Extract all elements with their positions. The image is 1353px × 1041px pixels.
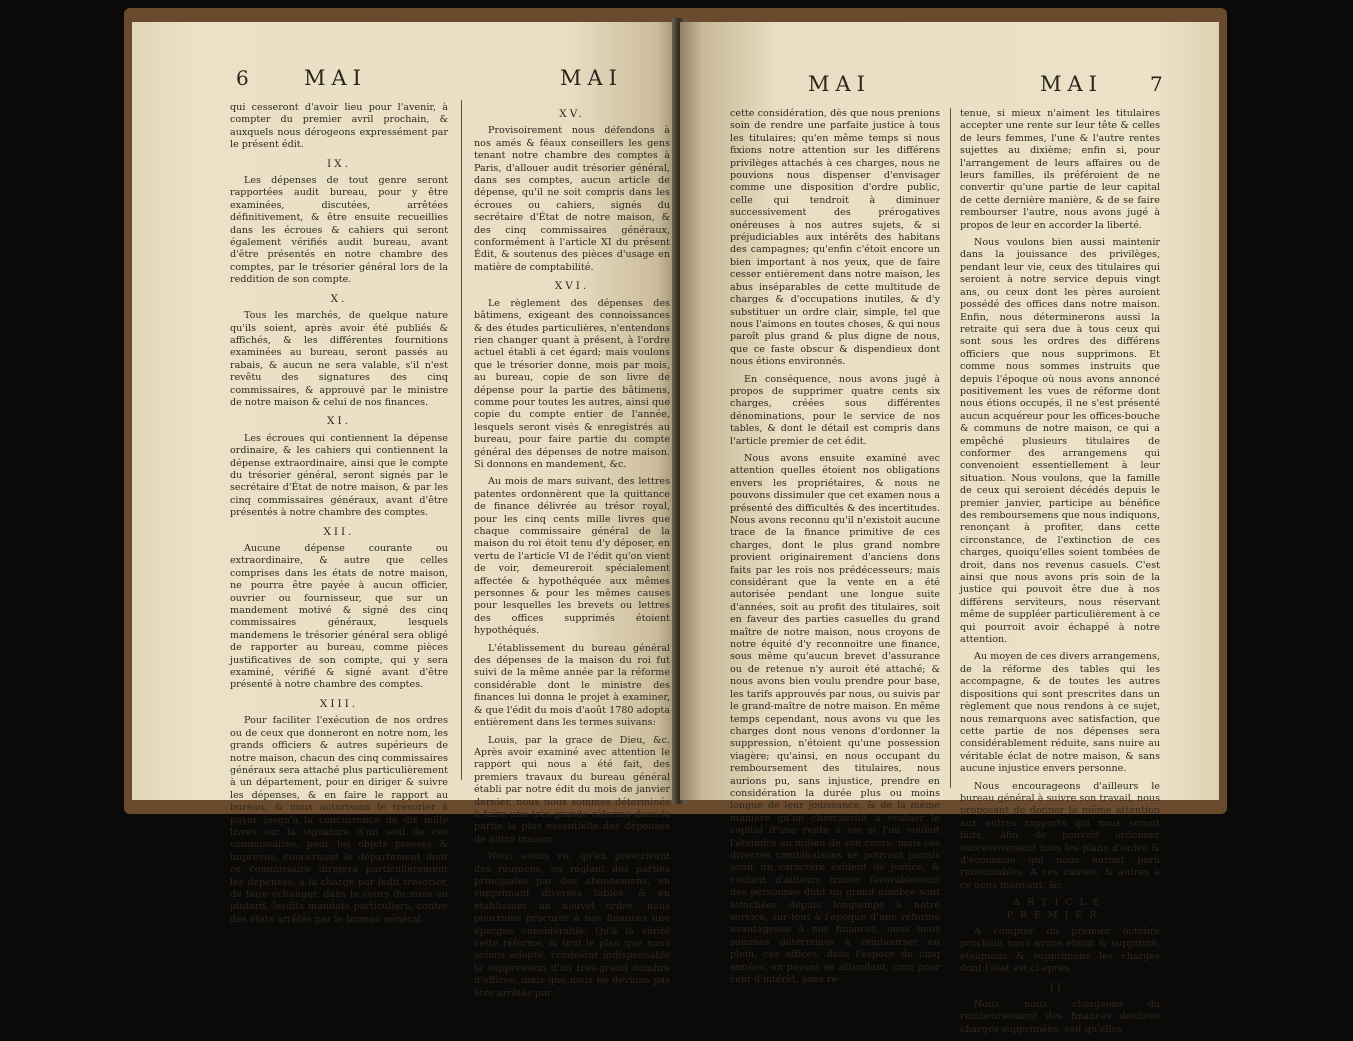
paragraph: Nous avons ensuite examiné avec attention quelles étoient nos obligations envers les propriétaires, & nous ne pouvons dissimuler que cet examen nous a présenté des difficultés & des incertitudes. Nous avons reconnu qu'il n'existoit aucune trace de la finance primitive de ces charges, dont le plus grand nombre provient originairement d'anciens dons faits par les rois nos prédécesseurs; mais considérant que la vente en a été autorisée pendant une longue suite d'années, soit au profit des titulaires, soit en faveur des parties casuelles du grand maître de notre maison, nous croyons de notre équité d'y reconnoitre une finance, sous même qu'aucun brevet d'assurance ou de retenue n'y auroit été attaché; & nous avons bien voulu prendre pour base, les tarifs approuvés par nous, ou suivis par le grand-maître de notre maison. En même temps cependant, nous avons vu que les charges dont nous venons d'ordonner la suppression, n'étoient qu'une possession viagère; qu'ainsi, en nous occupant du remboursement des titulaires, nous aurions pu, sans injustice, prendre en considération la durée plus ou moins longue de leur jouissance, & de la même manière qu'on chercheroit à évaluer le capital d'une rente à vie si l'on vouloit l'éteindre au milieu de son cours; mais ces diverses combinaisons ne pouvant jamais avoir un caractère évident de justice, & voulant d'ailleurs traiter favorablement des personnes dont un grand nombre sont attachées depuis longtemps à notre service, sur-tout à l'époque d'une réforme avantageuse à nos finances, nous nous sommes déterminés à rembourser en plein, ces offices, dans l'espace de cinq années, en payant en attendant, cinq pour cent d'intérêt, sans re- <box>730 452 940 986</box>
article-heading: ARTICLE PREMIER. <box>1006 897 1114 921</box>
section-number: XVI. <box>554 280 590 293</box>
paragraph: cette considération, dès que nous prenions soin de rendre une parfaite justice à tous les titulaires; qu'en même temps si nous fixions notre attention sur les différens privilèges attachés à ces charges, nous ne pouvions nous dispenser d'envisager comme une disposition d'ordre public, celle qui tendroit à diminuer successivement des prérogatives onéreuses à nos autres sujets, & si préjudiciables aux intérêts des habitans des campagnes; qu'enfin c'étoit encore un bien important à nos yeux, que de faire cesser entièrement dans notre maison, les abus inséparables de cette multitude de charges & d'occupations inutiles, & d'y substituer un ordre clair, simple, tel que nous l'aimons en toutes choses, & qui nous paroît plus grand & plus digne de nous, que ce faste obscur & dispendieux dont nous étions environnés. <box>730 108 940 368</box>
book-cover <box>124 8 1227 1035</box>
paragraph: qui cesseront d'avoir lieu pour l'avenir, à compter du premier avril prochain, & auxquels nous dérogeons expressément par le présent édit. <box>230 102 448 151</box>
running-head-left-col1: MAI <box>304 66 367 90</box>
paragraph: Pour faciliter l'exécution de nos ordres ou de ceux que donneront en notre nom, les grands officiers & autres supérieurs de notre maison, chacun des cinq commissaires généraux sera attaché plus particulièrement à un département, pour en diriger & suivre les dépenses, & en faire le rapport au bureau; & nous autorisons le trésorier à payer jusqu'à la concurrence de dix mille livres sur la signature d'un seul de ces commissaires, pour les objets pressés & imprévus, concernant le département dont ce commissaire dirigera particulièrement les dépenses, à la charge par ledit trésorier, de faire échanger, dans le cours du mois au plutard, lesdits mandats particuliers, contre des états arrêtés par le bureau général. <box>230 715 448 925</box>
paragraph: Les écroues qui contiennent la dépense ordinaire, & les cahiers qui contiennent la dépense extraordinaire, ainsi que le compte du trésorier général, seront signés par le secrétaire d'État de notre maison, & par les cinq commissaires généraux, avant d'être présentés à notre chambre des comptes. <box>230 432 448 519</box>
running-head-left-col2: MAI <box>560 66 623 90</box>
left-column-1 <box>230 102 448 931</box>
paragraph: En conséquence, nous avons jugé à propos de supprimer quatre cents six charges, créées sous différentes dénominations, pour le service de nos tables, & dont le détail est compris dans l'article premier de cet édit. <box>730 373 940 447</box>
paragraph: Nous voulons bien aussi maintenir dans la jouissance des privilèges, pendant leur vie, ceux des titulaires qui seroient à notre service depuis vingt ans, ou ceux dont les pères auroient possédé des offices dans notre maison. Enfin, nous déterminerons aussi la retraite qui sera due à tous ceux qui sont sous les ordres des différens officiers que nous supprimons. Et comme nous sommes instruits que depuis l'époque où nous avons annoncé positivement les vues de réforme dont nous étions occupés, il ne s'est présenté aucun acquéreur pour les offices-bouche & communs de notre maison, ce qui a empêché plusieurs titulaires de conformer des arrangemens qui convenoient essentiellement à leur situation. Nous voulons, que la famille de ceux qui seroient décédés depuis le premier janvier, participe au bénéfice des remboursemens que nous indiquons, renonçant à profiter, dans cette circonstance, de l'extinction de ces charges, quoiqu'elles soient tombées de droit, dans nos revenus casuels. C'est ainsi que nous avons pris soin de la justice qui pouvoit être due à nos différens serviteurs, nous réservant même de suppléer particulièrement à ce qui pourroit avoir échappé à notre attention. <box>960 237 1160 646</box>
paragraph: Nous nous chargeons du remboursement des finances desdites charges supprimées, soit qu'elles <box>960 999 1160 1035</box>
paragraph: Le règlement des dépenses des bâtimens, exigeant des connoissances & des études particulières, n'entendons rien changer quant à présent, à l'ordre actuel établi à cet égard; mais voulons que le trésorier donne, mois par mois, au bureau, copie de son livre de dépense pour la partie des bâtimens, comme pour toutes les autres, ainsi que copie du compte entier de l'année, lesquels seront visés & enregistrés au bureau, pour faire partie du compte général des dépenses de notre maison. Si donnons en mandement, &c. <box>474 297 670 470</box>
running-head-right-col1: MAI <box>808 72 871 96</box>
paragraph: Louis, par la grace de Dieu, &c. Après avoir examiné avec attention le rapport qui nous a été fait, des premiers travaux du bureau général établi par notre édit du mois de janvier dernier, nous nous sommes déterminés à faire une très-grande réforme dans la partie la plus essentielle des dépenses de notre maison. <box>474 734 670 845</box>
paragraph: Provisoirement nous défendons à nos amés & féaux conseillers les gens tenant notre chambre des comptes à Paris, d'allouer audit trésorier général, dans ses comptes, aucun article de dépense, qu'il ne soit compris dans les écroues ou cahiers, signés du secrétaire d'État de notre maison, & des cinq commissaires généraux, conformément à l'article XI du présent Édit, & soutenus des pièces d'usage en matière de comptabilité. <box>474 125 670 273</box>
section-number: XIII. <box>319 697 359 710</box>
paragraph: Nous avons vu, qu'en prescrivant des réunions, en réglant des parties principales par des abonnemens, en supprimant diverses tables, & en établissant un nouvel ordre, nous pourrions procurer à nos finances une épargne considérable: Qu'à la vérité cette réforme, & tout le plan que nous avions adopté, rendoient indispensable la suppression d'un très-grand nombre d'offices; mais que nous ne devions pas être arrêtés par <box>474 851 670 999</box>
paragraph: tenue, si mieux n'aiment les titulaires accepter une rente sur leur tête & celles de leurs femmes, l'une & l'autre rentes sujettes au dixième; enfin si, pour l'arrangement de leurs affaires ou de leurs familles, ils préféroient de ne convertir qu'une partie de leur capital de cette dernière manière, & de se faire rembourser l'autre, nous avons jugé à propos de leur en accorder la liberté. <box>960 108 1160 231</box>
paragraph: Tous les marchés, de quelque nature qu'ils soient, après avoir été publiés & affichés, & les différentes fournitions examinées au bureau, seront passés au rabais, & aucun ne sera valable, s'il n'est revêtu des signatures des cinq commissaires, & approuvé par le ministre de notre maison & celui de nos finances. <box>230 310 448 408</box>
paragraph: Au moyen de ces divers arrangemens, de la réforme des tables qui les accompagne, & de toutes les autres dispositions qui sont prescrites dans un règlement que nous rendons à ce sujet, nous remarquons avec satisfaction, que cette partie de nos dépenses sera considérablement réduite, sans nuire au véritable éclat de notre maison, & sans aucune injustice envers personne. <box>960 651 1160 775</box>
column-rule <box>950 108 951 788</box>
section-number: X. <box>330 292 348 305</box>
running-head-right-col2: MAI <box>1040 72 1103 96</box>
section-number: II. <box>1049 981 1071 994</box>
left-column-2 <box>474 102 670 1005</box>
column-rule <box>461 100 462 780</box>
section-number: XV. <box>559 108 585 120</box>
page-number-right: 7 <box>1150 72 1163 96</box>
page-number-left: 6 <box>236 66 249 90</box>
right-page <box>680 22 1219 1035</box>
section-number: XI. <box>327 415 351 428</box>
section-number: IX. <box>327 157 351 170</box>
section-number: XII. <box>323 525 355 538</box>
paragraph: A compter du premier octobre prochain nous avons éteint & supprimé, éteignons & supprimons les charges dont l'état est ci-après. <box>960 926 1160 975</box>
right-column-2 <box>960 108 1160 1041</box>
left-page <box>132 22 678 999</box>
paragraph: Nous encourageons d'ailleurs le bureau général à suivre son travail, nous proposant de donner la même attention aux autres rapports qui nous seront faits, afin de pouvoir ordonner successivement tous les plans d'ordre & d'économie qui nous auront paru raisonnables. A ces causes, & autres à ce nous mouvant, &c. <box>960 780 1160 891</box>
paragraph: Les dépenses de tout genre seront rapportées audit bureau, pour y être examinées, discutées, arrêtées définitivement, & être ensuite recueillies dans les écroues & cahiers qui seront également vérifiés audit bureau, avant d'être présentés en notre chambre des comptes, par le trésorier général lors de la reddition de son compte. <box>230 175 448 286</box>
paragraph: Aucune dépense courante ou extraordinaire, & autre que celles comprises dans les états de notre maison, ne pourra être payée à aucun officier, ouvrier ou fournisseur, que sur un mandement motivé & signé des cinq commissaires généraux, lesquels mandemens le trésorier général sera obligé de rapporter au bureau, comme pièces justificatives de son compte, qui y sera examiné, vérifié & signé avant d'être présenté à notre chambre des comptes. <box>230 543 448 691</box>
paragraph: L'établissement du bureau général des dépenses de la maison du roi fut suivi de la même année par la réforme considérable dont le ministre des finances lui donna le projet à examiner, & que l'édit du mois d'août 1780 adopta entièrement dans les termes suivans: <box>474 642 670 729</box>
right-column-1 <box>730 108 940 991</box>
paragraph: Au mois de mars suivant, des lettres patentes ordonnèrent que la quittance de finance délivrée au trésor royal, pour les cinq cents mille livres que chaque commissaire général de la maison du roi étoit tenu d'y déposer, en vertu de l'article VI de l'édit qu'on vient de voir, demeureroit spécialement affectée & hypothéquée aux mêmes personnes & pour les mêmes causes pour lesquelles les brevets ou lettres des offices supprimés étoient hypothéqués. <box>474 476 670 637</box>
